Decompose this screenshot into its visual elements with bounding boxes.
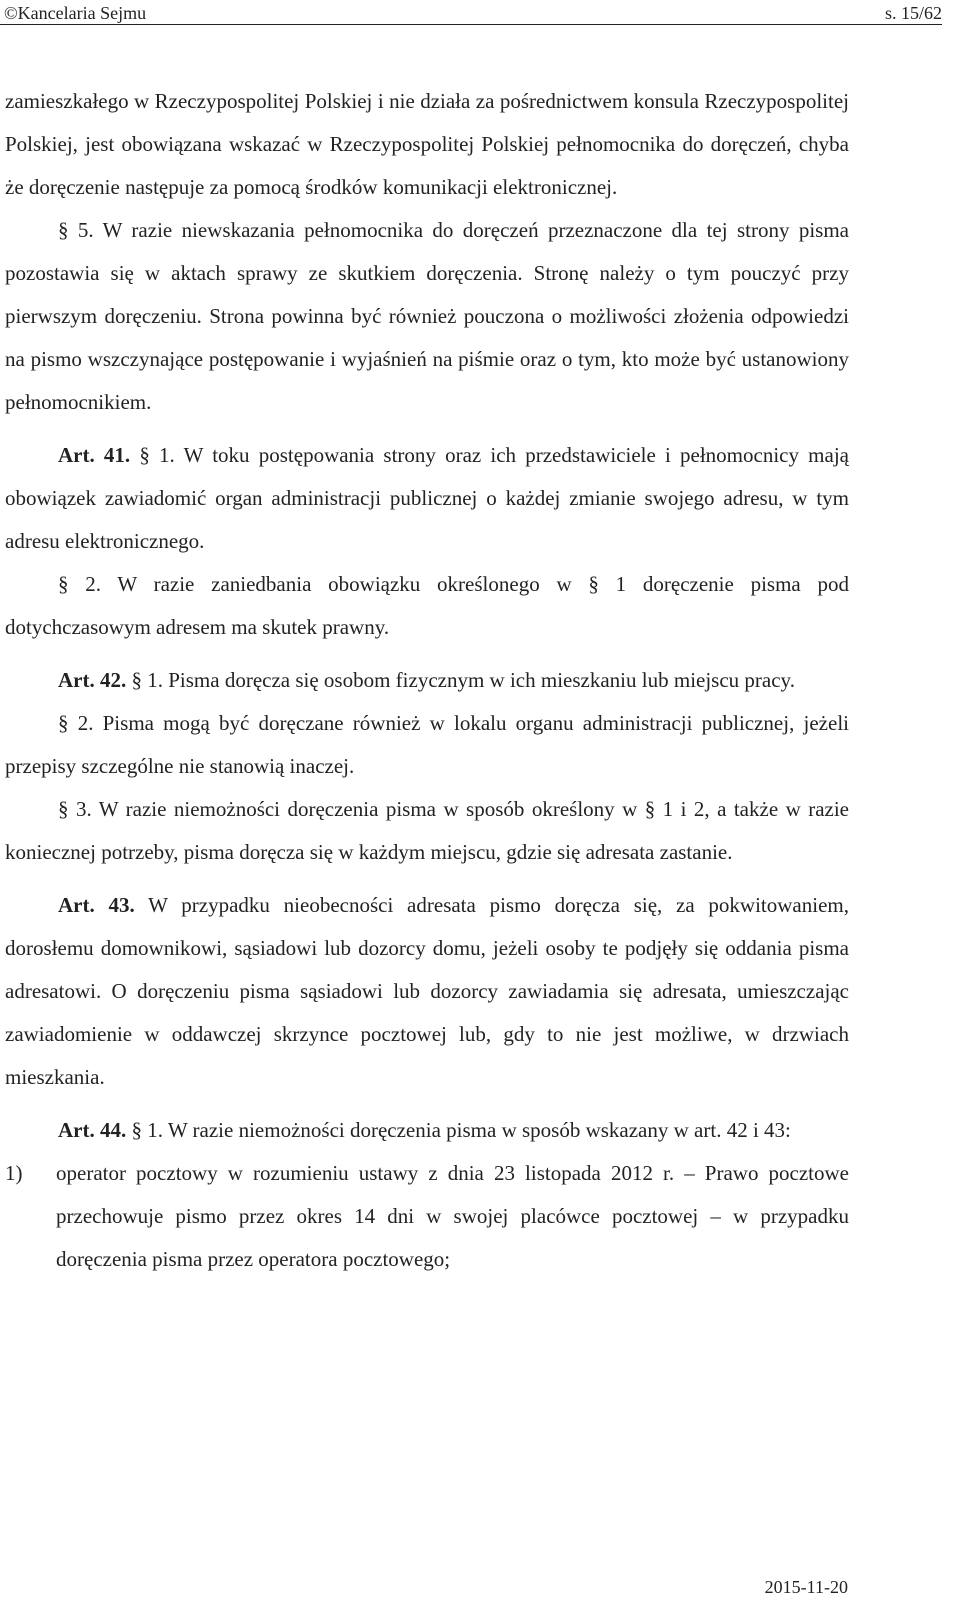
header-source: ©Kancelaria Sejmu [4, 3, 147, 23]
document-body [5, 80, 849, 1281]
paragraph-text: § 1. Pisma doręcza się osobom fizycznym w ich mieszkaniu lub miejscu pracy. [126, 668, 795, 692]
footer-date: 2015-11-20 [764, 1577, 848, 1597]
paragraph-art41-par2: § 2. W razie zaniedbania obowiązku określonego w § 1 doręczenie pisma pod dotychczasowym adresem ma skutek prawny. [5, 572, 849, 639]
list-item-number: 1) [5, 1161, 23, 1185]
page-header [0, 0, 942, 26]
header-page-number: s. 15/62 [884, 3, 942, 23]
article-number: Art. 44. [58, 1118, 127, 1142]
paragraph-continuation: zamieszkałego w Rzeczypospolitej Polskiej i nie działa za pośrednictwem konsula Rzeczypospolitej Polskiej, jest obowiązana wskazać w Rzeczypospolitej Polskiej pełnomocnika do doręczeń, chyba że doręczenie następuje za pomocą środków komunikacji elektronicznej. [5, 89, 849, 199]
paragraph-text: § 1. W toku postępowania strony oraz ich przedstawiciele i pełnomocnicy mają obowiązek zawiadomić organ administracji publicznej o każdej zmianie swojego adresu, w tym adresu elektronicznego. [5, 443, 849, 553]
paragraph-art44-par1 [5, 1109, 849, 1152]
article-number: Art. 41. [58, 443, 131, 467]
header-rule [0, 24, 942, 25]
list-item-text: operator pocztowy w rozumieniu ustawy z dnia 23 listopada 2012 r. – Prawo pocztowe przechowuje pismo przez okres 14 dni w swojej placówce pocztowej – w przypadku doręczenia pisma przez operatora pocztowego; [56, 1161, 849, 1271]
paragraph-art42-par3: § 3. W razie niemożności doręczenia pisma w sposób określony w § 1 i 2, a także w razie koniecznej potrzeby, pisma doręcza się w każdym miejscu, gdzie się adresata zastanie. [5, 797, 849, 864]
paragraph-art43 [5, 884, 849, 1099]
paragraph-art41-par1 [5, 434, 849, 563]
paragraph-art42-par2: § 2. Pisma mogą być doręczane również w lokalu organu administracji publicznej, jeżeli przepisy szczególne nie stanowią inaczej. [5, 711, 849, 778]
paragraph-art42-par1 [5, 659, 849, 702]
paragraph-text: W przypadku nieobecności adresata pismo doręcza się, za pokwitowaniem, dorosłemu domownikowi, sąsiadowi lub dozorcy domu, jeżeli osoby te podjęły się oddania pisma adresatowi. O doręczeniu pisma sąsiadowi lub dozorcy zawiadamia się adresata, umieszczając zawiadomienie w oddawczej skrzynce pocztowej lub, gdy to nie jest możliwe, w drzwiach mieszkania. [5, 893, 849, 1089]
article-number: Art. 42. [58, 668, 127, 692]
article-number: Art. 43. [58, 893, 135, 917]
paragraph-text: § 1. W razie niemożności doręczenia pisma w sposób wskazany w art. 42 i 43: [126, 1118, 791, 1142]
list-item [5, 1152, 849, 1281]
paragraph-art40-par5: § 5. W razie niewskazania pełnomocnika do doręczeń przeznaczone dla tej strony pisma pozostawia się w aktach sprawy ze skutkiem doręczenia. Stronę należy o tym pouczyć przy pierwszym doręczeniu. Strona powinna być również pouczona o możliwości złożenia odpowiedzi na pismo wszczynające postępowanie i wyjaśnień na piśmie oraz o tym, kto może być ustanowiony pełnomocnikiem. [5, 218, 849, 414]
